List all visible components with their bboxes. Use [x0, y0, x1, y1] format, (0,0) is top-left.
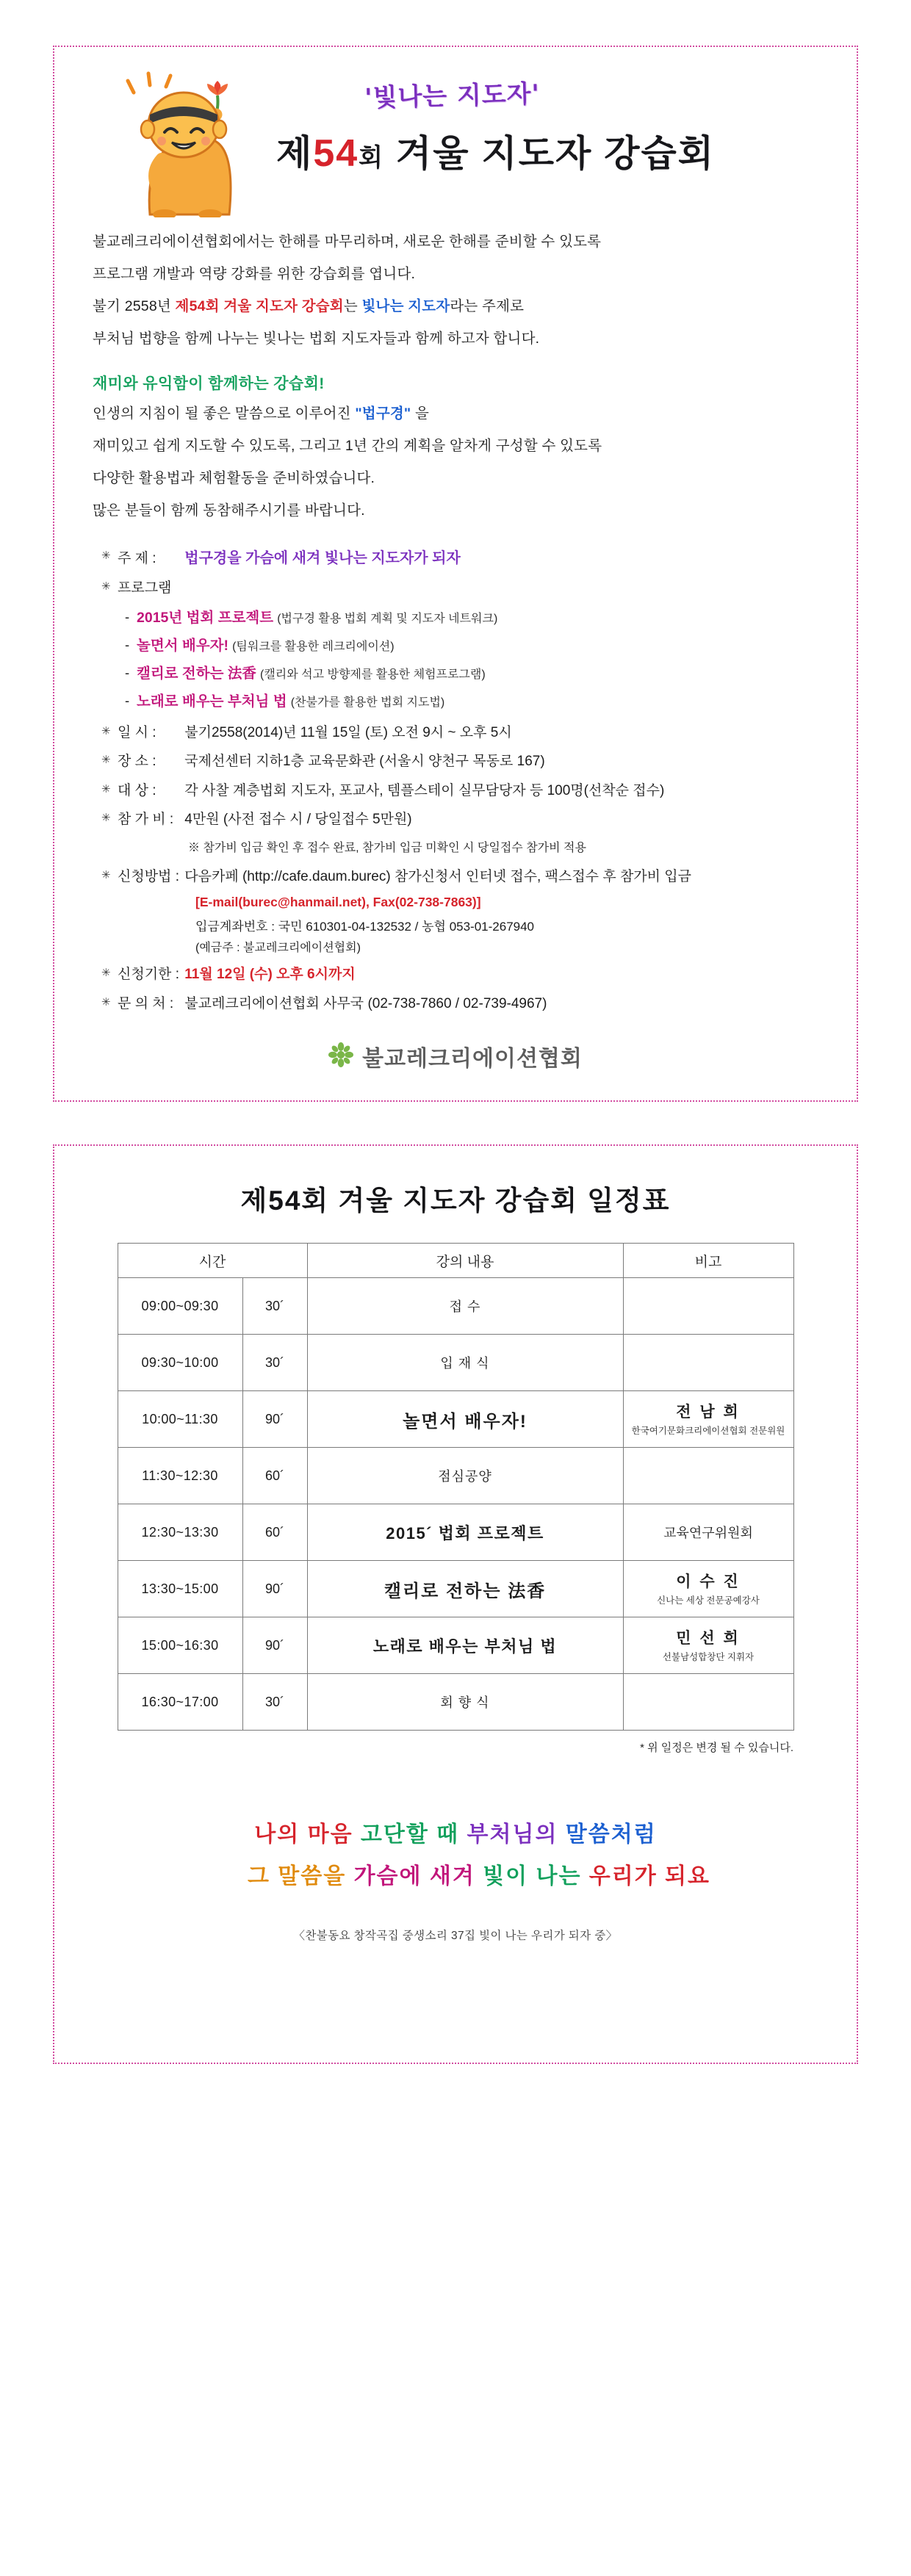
- cell-time: 09:30~10:00: [118, 1335, 242, 1391]
- flyer-subtitle: '빛나는 지도자': [364, 79, 541, 113]
- intro-line-3-theme: 빛나는 지도자: [361, 298, 450, 315]
- monk-mascot-illustration: [107, 71, 265, 217]
- column-header-content: 강의 내용: [307, 1244, 623, 1278]
- cell-note: [623, 1674, 793, 1731]
- program-name: 노래로 배우는 부처님 법: [137, 693, 287, 710]
- slogan-block: [79, 1818, 832, 1945]
- cell-duration: 60´: [242, 1448, 307, 1504]
- body2-line-1: [93, 400, 832, 427]
- fee-value: 4만원 (사전 접수 시 / 당일접수 5만원): [184, 812, 412, 828]
- apply-value: 다음카페 (http://cafe.daum.burec) 참가신청서 인터넷 접수, 팩스접수 후 참가비 입금: [184, 869, 691, 885]
- slogan-word: 부처님의: [467, 1822, 558, 1847]
- intro-line-2: 프로그램 개발과 역량 강화를 위한 강습회를 엽니다.: [93, 266, 416, 283]
- title-hui: 회: [359, 144, 385, 172]
- title-prefix: 제: [276, 133, 314, 174]
- table-row: [118, 1391, 793, 1448]
- body2-line-4: 많은 분들이 함께 동참해주시기를 바랍니다.: [93, 502, 365, 519]
- cell-duration: 90´: [242, 1561, 307, 1617]
- apply-label: 신청방법 :: [118, 869, 179, 885]
- list-item-fee: [101, 809, 832, 857]
- slogan-line-1: [79, 1818, 832, 1852]
- title-number: 54: [313, 132, 359, 175]
- bullet-star-icon: ✳: [101, 967, 111, 980]
- bottom-spacer: [79, 1945, 832, 2033]
- program-sublist: [118, 604, 832, 715]
- slogan-word: 나의 마음: [254, 1822, 353, 1847]
- cell-content: 2015´ 법회 프로젝트: [307, 1504, 623, 1561]
- lecturer-name: 이 수 진: [676, 1573, 741, 1591]
- fee-note: ※ 참가비 입금 확인 후 접수 완료, 참가비 입금 미확인 시 당일접수 참가비 적용: [188, 841, 586, 854]
- intro-line-3-e: 라는 주제로: [450, 298, 525, 315]
- lotus-logo-icon: [328, 1042, 353, 1071]
- cell-content: 노래로 배우는 부처님 법: [307, 1617, 623, 1674]
- cell-time: 13:30~15:00: [118, 1561, 242, 1617]
- bullet-star-icon: ✳: [101, 580, 111, 593]
- cell-content: 캘리로 전하는 法香: [307, 1561, 623, 1617]
- cell-note: [623, 1391, 793, 1448]
- program-desc: (법구경 활용 법회 계획 및 지도자 네트워크): [277, 612, 498, 625]
- bullet-star-icon: ✳: [101, 812, 111, 825]
- lecturer-affiliation: 신나는 세상 전문공예강사: [657, 1595, 760, 1606]
- list-item-subject: [101, 546, 832, 570]
- cell-note: [623, 1278, 793, 1335]
- table-row: [118, 1617, 793, 1674]
- cell-time: 12:30~13:30: [118, 1504, 242, 1561]
- program-name: 캘리로 전하는 法香: [137, 665, 256, 682]
- date-label: 일 시 :: [118, 724, 156, 740]
- subject-value: 법구경을 가슴에 새겨 빛나는 지도자가 되자: [184, 550, 461, 567]
- list-item-contact: [101, 993, 832, 1015]
- detail-list: [79, 546, 832, 1015]
- account-line-2: (예금주 : 불교레크리에이션협회): [195, 941, 361, 954]
- flyer-schedule: [53, 1144, 858, 2064]
- bullet-star-icon: ✳: [101, 869, 111, 882]
- flyer-announcement: [53, 46, 858, 1102]
- lecturer-name: 민 선 희: [676, 1630, 741, 1648]
- schedule-footnote: * 위 일정은 변경 될 수 있습니다.: [640, 1742, 793, 1755]
- intro-line-1: 불교레크리에이션협회에서는 한해를 마무리하며, 새로운 한해를 준비할 수 있도록: [93, 234, 602, 250]
- schedule-table: [118, 1243, 794, 1731]
- bullet-star-icon: ✳: [101, 995, 111, 1009]
- contact-label: 문 의 처 :: [118, 995, 174, 1011]
- cell-note: [623, 1448, 793, 1504]
- title-block: [276, 72, 832, 177]
- program-desc: (팀워크를 활용한 레크리에이션): [232, 640, 395, 653]
- apply-contact: [E-mail(burec@hanmail.net), Fax(02-738-7863)]: [195, 894, 481, 909]
- flyer-header: [79, 66, 832, 220]
- intro-line-3-a: 불기 2558년: [93, 298, 176, 315]
- slogan-word: 고단할 때: [360, 1822, 460, 1847]
- cell-content: 점심공양: [307, 1448, 623, 1504]
- place-value: 국제선센터 지하1층 교육문화관 (서울시 양천구 목동로 167): [184, 754, 545, 770]
- cell-time: 11:30~12:30: [118, 1448, 242, 1504]
- cell-duration: 30´: [242, 1674, 307, 1731]
- cell-note: [623, 1617, 793, 1674]
- organization-name: 불교레크리에이션협회: [362, 1047, 583, 1072]
- slogan-source: 〈찬불동요 창작곡집 중생소리 37집 빛이 나는 우리가 되자 중〉: [293, 1930, 618, 1943]
- table-row: [118, 1561, 793, 1617]
- section-heading-fun: 재미와 유익함이 함께하는 강습회!: [93, 375, 325, 393]
- program-desc: (캘리와 석고 방향제를 활용한 체험프로그램): [260, 668, 486, 681]
- slogan-line-2: [79, 1860, 832, 1894]
- program-name: 놀면서 배우자!: [137, 637, 228, 654]
- program-label: 프로그램: [118, 580, 172, 596]
- cell-duration: 30´: [242, 1278, 307, 1335]
- cell-duration: 60´: [242, 1504, 307, 1561]
- lecturer-affiliation: 한국여기문화크리에이션협회 전문위원: [631, 1426, 785, 1437]
- bullet-star-icon: ✳: [101, 782, 111, 795]
- cell-time: 16:30~17:00: [118, 1674, 242, 1731]
- table-row: [118, 1504, 793, 1561]
- dash-icon: -: [125, 608, 130, 624]
- organization-footer: [79, 1040, 832, 1072]
- cell-duration: 90´: [242, 1391, 307, 1448]
- cell-note: 교육연구위원회: [623, 1504, 793, 1561]
- deadline-value: 11월 12일 (수) 오후 6시까지: [184, 967, 356, 983]
- list-item-program: [101, 577, 832, 715]
- cell-content: 접 수: [307, 1278, 623, 1335]
- list-item: [125, 604, 832, 632]
- cell-time: 10:00~11:30: [118, 1391, 242, 1448]
- account-line-1: 입금계좌번호 : 국민 610301-04-132532 / 농협 053-01-267940: [195, 919, 535, 934]
- cell-content: 놀면서 배우자!: [307, 1391, 623, 1448]
- cell-note: [623, 1561, 793, 1617]
- table-row: [118, 1448, 793, 1504]
- dash-icon: -: [125, 664, 130, 680]
- cell-time: 15:00~16:30: [118, 1617, 242, 1674]
- list-item-place: [101, 751, 832, 773]
- contact-value: 불교레크리에이션협회 사무국 (02-738-7860 / 02-739-4967): [184, 995, 547, 1011]
- bullet-star-icon: ✳: [101, 724, 111, 737]
- slogan-word: 말씀처럼: [565, 1822, 657, 1847]
- subject-label: 주 제 :: [118, 551, 156, 567]
- cell-content: 입 재 식: [307, 1335, 623, 1391]
- bullet-star-icon: ✳: [101, 754, 111, 767]
- slogan-word: 우리가 되요: [588, 1864, 711, 1888]
- lecturer-name: 전 남 희: [676, 1404, 741, 1421]
- fee-label: 참 가 비 :: [118, 812, 174, 828]
- table-row: [118, 1335, 793, 1391]
- page-title: [276, 124, 832, 177]
- date-value: 불기2558(2014)년 11월 15일 (토) 오전 9시 ~ 오후 5시: [184, 724, 512, 740]
- document-page: [0, 46, 911, 2576]
- cell-duration: 90´: [242, 1617, 307, 1674]
- dash-icon: -: [125, 692, 130, 708]
- place-label: 장 소 :: [118, 754, 156, 770]
- list-item-date: [101, 722, 832, 744]
- target-value: 각 사찰 계층법회 지도자, 포교사, 템플스테이 실무담당자 등 100명(선착순 접수): [184, 782, 665, 798]
- intro-line-3: [93, 292, 832, 320]
- body2-line-3: 다양한 활용법과 체험활동을 준비하였습니다.: [93, 470, 375, 487]
- list-item: [125, 688, 832, 715]
- slogan-word: 그 말씀을: [247, 1864, 347, 1888]
- slogan-word: 가슴에 새겨: [353, 1864, 475, 1888]
- intro-line-4: 부처님 법향을 함께 나누는 빛나는 법회 지도자들과 함께 하고자 합니다.: [93, 331, 540, 347]
- body2-line-2: 재미있고 쉽게 지도할 수 있도록, 그리고 1년 간의 계획을 알차게 구성할 수 있도록: [93, 438, 602, 455]
- list-item-apply: [101, 866, 832, 957]
- target-label: 대 상 :: [118, 782, 156, 798]
- list-item: [125, 660, 832, 688]
- body2-quote: "법구경": [355, 405, 411, 422]
- cell-content: 회 향 식: [307, 1674, 623, 1731]
- cell-note: [623, 1335, 793, 1391]
- deadline-label: 신청기한 :: [118, 967, 179, 983]
- cell-duration: 30´: [242, 1335, 307, 1391]
- bullet-star-icon: ✳: [101, 549, 111, 563]
- schedule-title: 제54회 겨울 지도자 강습회 일정표: [240, 1186, 671, 1216]
- list-item: [125, 632, 832, 660]
- table-row: [118, 1278, 793, 1335]
- column-header-note: 비고: [623, 1244, 793, 1278]
- intro-line-3-c: 는: [343, 298, 362, 315]
- list-item-deadline: [101, 964, 832, 986]
- body2-line-1-a: 인생의 지침이 될 좋은 말씀으로 이루어진: [93, 405, 356, 422]
- slogan-word: 빛이 나는: [483, 1864, 582, 1888]
- table-row: [118, 1674, 793, 1731]
- table-header-row: [118, 1244, 793, 1278]
- lecturer-affiliation: 선불남성합창단 지휘자: [662, 1652, 755, 1663]
- cell-time: 09:00~09:30: [118, 1278, 242, 1335]
- program-desc: (찬불가를 활용한 법회 지도법): [290, 696, 445, 709]
- list-item-target: [101, 780, 832, 802]
- program-name: 2015년 법회 프로젝트: [137, 609, 274, 626]
- column-header-time: 시간: [118, 1244, 307, 1278]
- body2-line-1-c: 을: [411, 405, 430, 422]
- intro-line-3-highlight: 제54회 겨울 지도자 강습회: [175, 298, 344, 315]
- dash-icon: -: [125, 636, 130, 652]
- title-rest: 겨울 지도자 강습회: [395, 133, 716, 174]
